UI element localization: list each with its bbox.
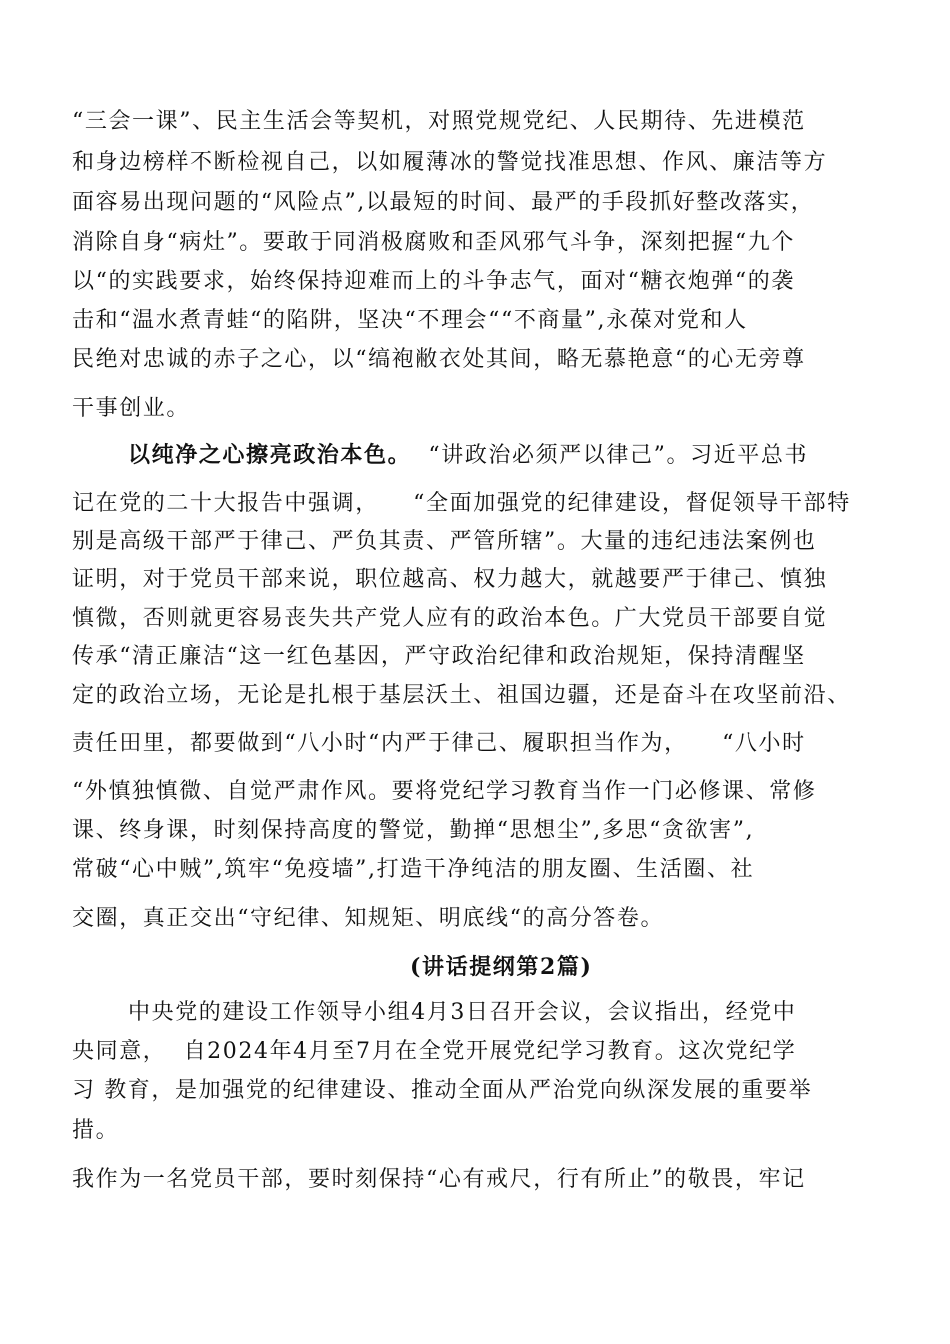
text-line: “外慎独慎微、自觉严肃作风。要将党纪学习教育当作一门必修课、常修: [72, 779, 817, 804]
text-line: 慎微，否则就更容易丧失共产党人应有的政治本色。广大党员干部要自觉: [72, 606, 828, 631]
text-line: 中央党的建设工作领导小组4月3日召开会议，会议指出，经党中: [128, 1000, 797, 1025]
text-line: “三会一课”、民主生活会等契机，对照党规党纪、人民期待、先进模范: [72, 109, 806, 134]
section-heading: 以纯净之心擦亮政治本色。: [128, 442, 412, 468]
text-line: 证明，对于党员干部来说，职位越高、权力越大，就越要严于律己、慎独: [72, 567, 828, 592]
text-line: 消除自身“病灶”。要敢于同消极腐败和歪风邪气斗争，深刻把握“九个: [72, 230, 795, 255]
text-line: 央同意， 自2024年4月至7月在全党开展党纪学习教育。这次党纪学: [72, 1039, 797, 1064]
text-line: 交圈，真正交出“守纪律、知规矩、明底线“的高分答卷。: [72, 906, 665, 931]
text-line: 责任田里，都要做到“八小时“内严于律己、履职担当作为， “八小时: [72, 731, 806, 756]
text-line: 击和“温水煮青蛙“的陷阱，坚决“不理会““不商量”,永葆对党和人: [72, 308, 748, 333]
text-line: 民绝对忠诚的赤子之心，以“缟袍敝衣处其间，略无慕艳意“的心无旁尊: [72, 347, 806, 372]
text-line: 常破“心中贼”,筑牢“免疫墙”,打造干净纯洁的朋友圈、生活圈、社: [72, 857, 755, 882]
text-line: 以“的实践要求，始终保持迎难而上的斗争志气，面对“糖衣炮弹“的袭: [72, 269, 795, 294]
text-line: 措。: [72, 1118, 120, 1143]
text-line: 传承“清正廉洁“这一红色基因，严守政治纪律和政治规矩，保持清醒坚: [72, 644, 806, 669]
text-line: 我作为一名党员干部，要时刻保持“心有戒尺，行有所止”的敬畏，牢记: [72, 1167, 806, 1192]
text-line: 记在党的二十大报告中强调， “全面加强党的纪律建设，督促领导干部特: [72, 491, 851, 516]
text-line: 习 教育，是加强党的纪律建设、推动全面从严治党向纵深发展的重要举: [72, 1078, 813, 1103]
chapter-title: (讲话提纲第2篇): [410, 954, 593, 980]
text-line: 别是高级干部严于律己、严负其责、严管所辖”。大量的违纪违法案例也: [72, 529, 817, 554]
section-heading-line: [128, 440, 808, 471]
text-line: 面容易出现问题的“风险点”,以最短的时间、最严的手段抓好整改落实，: [72, 190, 815, 215]
section-heading-rest: “讲政治必须严以律己”。习近平总书: [411, 443, 809, 468]
text-line: 定的政治立场，无论是扎根于基层沃土、祖国边疆，还是奋斗在攻坚前沿、: [72, 683, 851, 708]
text-line: 和身边榜样不断检视自己，以如履薄冰的警觉找准思想、作风、廉洁等方: [72, 150, 828, 175]
text-line: 干事创业。: [72, 396, 191, 421]
text-line: 课、终身课，时刻保持高度的警觉，勤掸“思想尘”,多思“贪欲害”,: [72, 818, 755, 843]
